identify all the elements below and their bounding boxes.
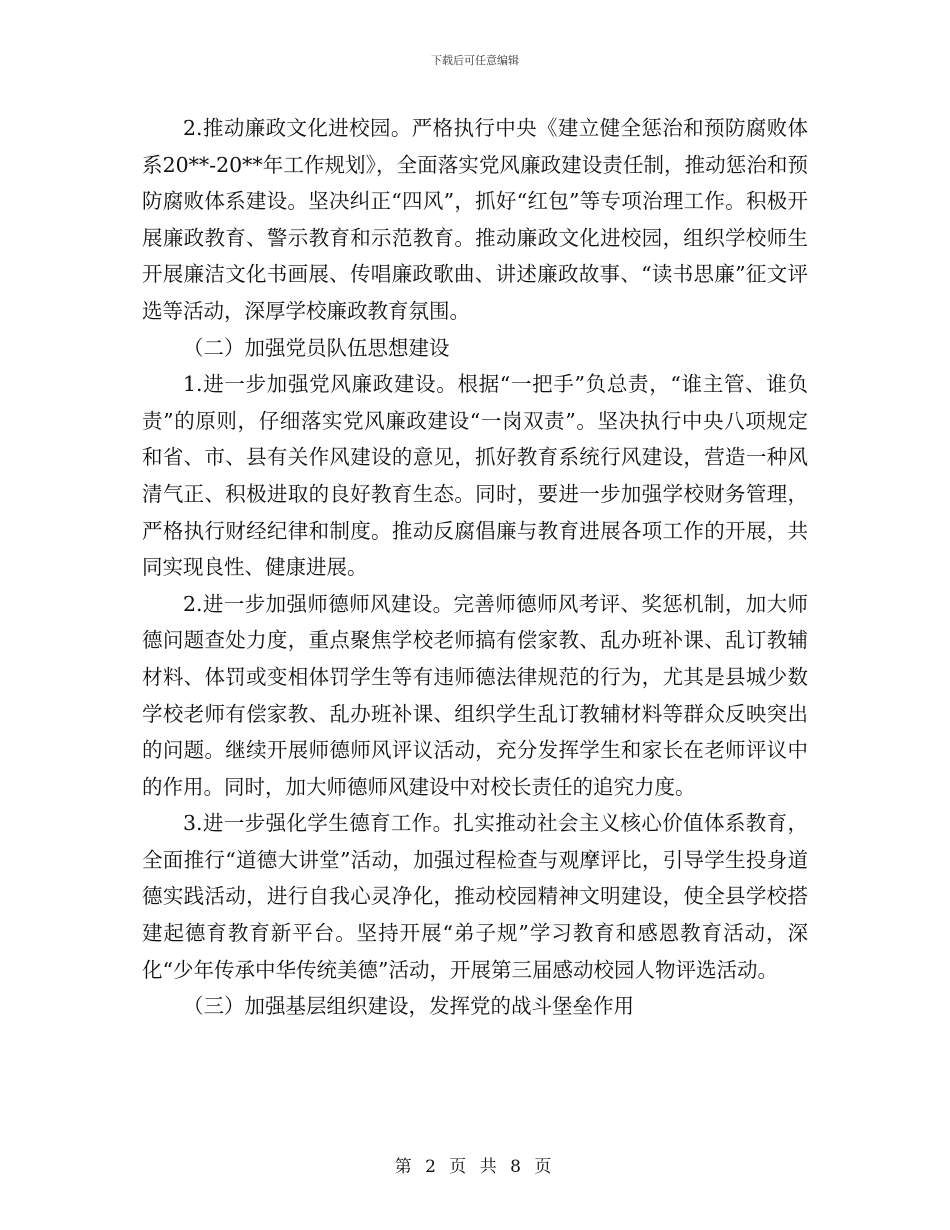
section-heading-grassroots: （三）加强基层组织建设，发挥党的战斗堡垒作用 — [183, 994, 634, 1019]
paragraph-teacher-ethics: 2.进一步加强师德师风建设。完善师德师风考评、奖惩机制，加大师德问题查处力度，重点聚焦学校老师搞有偿家教、乱办班补课、乱订教辅材料、体罚或变相体罚学生等有违师德法律规范的行为，尤其是县城少数学校老师有偿家教、乱办班补课、组织学生乱订教辅材料等群众反映突出的问题。继续开展师德师风评议活动，充分发挥学生和家长在老师评议中的作用。同时，加大师德师风建设中对校长责任的追究力度。 — [142, 591, 808, 799]
document-body — [142, 110, 808, 1025]
section-heading-party-members: （二）加强党员队伍思想建设 — [183, 335, 450, 360]
paragraph-anti-corruption-culture: 2.推动廉政文化进校园。严格执行中央《建立健全惩治和预防腐败体系20**-20**年工作规划》，全面落实党风廉政建设责任制，推动惩治和预防腐败体系建设。坚决纠正“四风”，抓好“红包”等专项治理工作。积极开展廉政教育、警示教育和示范教育。推动廉政文化进校园，组织学校师生开展廉洁文化书画展、传唱廉政歌曲、讲述廉政故事、“读书思廉”征文评选等活动，深厚学校廉政教育氛围。 — [142, 116, 808, 323]
page-header: 下载后可任意编辑 — [431, 54, 519, 67]
paragraph-party-conduct: 1.进一步加强党风廉政建设。根据“一把手”负总责，“谁主管、谁负责”的原则，仔细落实党风廉政建设“一岗双责”。坚决执行中央八项规定和省、市、县有关作风建设的意见，抓好教育系统行风建设，营造一种风清气正、积极进取的良好教育生态。同时，要进一步加强学校财务管理，严格执行财经纪律和制度。推动反腐倡廉与教育进展各项工作的开展，共同实现良性、健康进展。 — [142, 372, 808, 580]
paragraph-moral-education: 3.进一步强化学生德育工作。扎实推动社会主义核心价值体系教育，全面推行“道德大讲堂”活动，加强过程检查与观摩评比，引导学生投身道德实践活动，进行自我心灵净化，推动校园精神文明建设，使全县学校搭建起德育教育新平台。坚持开展“弟子规”学习教育和感恩教育活动，深化“少年传承中华传统美德”活动，开展第三届感动校园人物评选活动。 — [142, 811, 808, 982]
page-number: 第 2 页 共 8 页 — [394, 1157, 556, 1177]
